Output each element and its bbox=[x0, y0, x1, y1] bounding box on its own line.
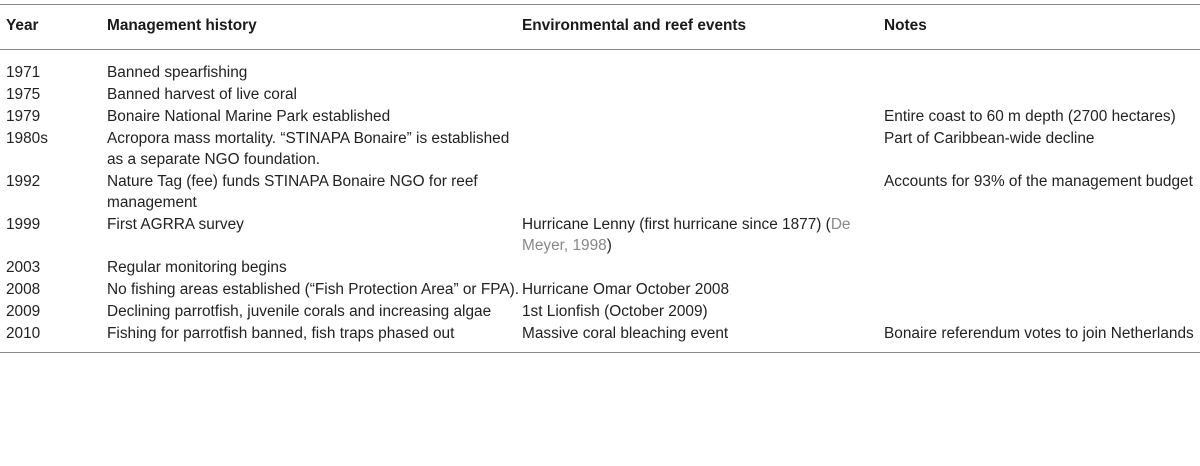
environment-text-suffix: ) bbox=[606, 237, 612, 254]
cell-notes bbox=[884, 279, 1200, 301]
cell-year: 2003 bbox=[6, 259, 41, 276]
history-table bbox=[0, 4, 1200, 353]
cell-management: Declining parrotfish, juvenile corals and increasing algae bbox=[107, 303, 492, 320]
table-row bbox=[0, 257, 1200, 279]
citation-link[interactable]: De Meyer, 1998 bbox=[522, 216, 851, 254]
cell-notes: Part of Caribbean-wide decline bbox=[884, 130, 1095, 147]
cell-environment: 1st Lionfish (October 2009) bbox=[522, 303, 708, 320]
cell-environment: Massive coral bleaching event bbox=[522, 325, 729, 342]
header-notes: Notes bbox=[884, 17, 927, 34]
cell-environment bbox=[522, 214, 884, 257]
cell-environment bbox=[522, 171, 884, 214]
cell-year: 1971 bbox=[6, 64, 41, 81]
cell-notes: Bonaire referendum votes to join Netherlands bbox=[884, 325, 1194, 342]
table-row bbox=[0, 84, 1200, 106]
cell-year: 1980s bbox=[6, 130, 48, 147]
table-row bbox=[0, 171, 1200, 214]
header-management-history: Management history bbox=[107, 17, 257, 34]
cell-management: Acropora mass mortality. “STINAPA Bonaire” is established as a separate NGO foundation. bbox=[107, 130, 510, 168]
table-row bbox=[0, 50, 1200, 85]
cell-year: 2009 bbox=[6, 303, 41, 320]
cell-management: Regular monitoring begins bbox=[107, 259, 287, 276]
table-row bbox=[0, 323, 1200, 353]
cell-management: First AGRRA survey bbox=[107, 216, 244, 233]
cell-notes bbox=[884, 84, 1200, 106]
header-environmental-events: Environmental and reef events bbox=[522, 17, 747, 34]
table-body bbox=[0, 50, 1200, 353]
table-row bbox=[0, 279, 1200, 301]
header-year: Year bbox=[6, 17, 39, 34]
cell-year: 1975 bbox=[6, 86, 41, 103]
environment-text: Hurricane Lenny (first hurricane since 1877) ( bbox=[522, 216, 831, 233]
cell-management: Banned spearfishing bbox=[107, 64, 248, 81]
cell-notes: Entire coast to 60 m depth (2700 hectares) bbox=[884, 108, 1176, 125]
cell-year: 1992 bbox=[6, 173, 41, 190]
cell-management: Nature Tag (fee) funds STINAPA Bonaire NGO for reef management bbox=[107, 173, 478, 211]
cell-management: Bonaire National Marine Park established bbox=[107, 108, 391, 125]
cell-environment bbox=[522, 84, 884, 106]
table-row bbox=[0, 128, 1200, 171]
cell-notes bbox=[884, 50, 1200, 85]
table-row bbox=[0, 214, 1200, 257]
table-row bbox=[0, 106, 1200, 128]
cell-management: Fishing for parrotfish banned, fish traps phased out bbox=[107, 325, 455, 342]
cell-management: No fishing areas established (“Fish Protection Area” or FPA). bbox=[107, 281, 520, 298]
cell-environment: Hurricane Omar October 2008 bbox=[522, 281, 730, 298]
cell-notes bbox=[884, 301, 1200, 323]
cell-year: 2010 bbox=[6, 325, 41, 342]
table-header bbox=[0, 5, 1200, 50]
cell-notes bbox=[884, 257, 1200, 279]
table-row bbox=[0, 301, 1200, 323]
cell-year: 2008 bbox=[6, 281, 41, 298]
cell-year: 1979 bbox=[6, 108, 41, 125]
header-row bbox=[0, 5, 1200, 50]
cell-environment bbox=[522, 50, 884, 85]
cell-environment bbox=[522, 257, 884, 279]
cell-environment bbox=[522, 106, 884, 128]
cell-notes bbox=[884, 214, 1200, 257]
cell-management: Banned harvest of live coral bbox=[107, 86, 297, 103]
cell-environment bbox=[522, 128, 884, 171]
cell-year: 1999 bbox=[6, 216, 41, 233]
cell-notes: Accounts for 93% of the management budget bbox=[884, 173, 1193, 190]
